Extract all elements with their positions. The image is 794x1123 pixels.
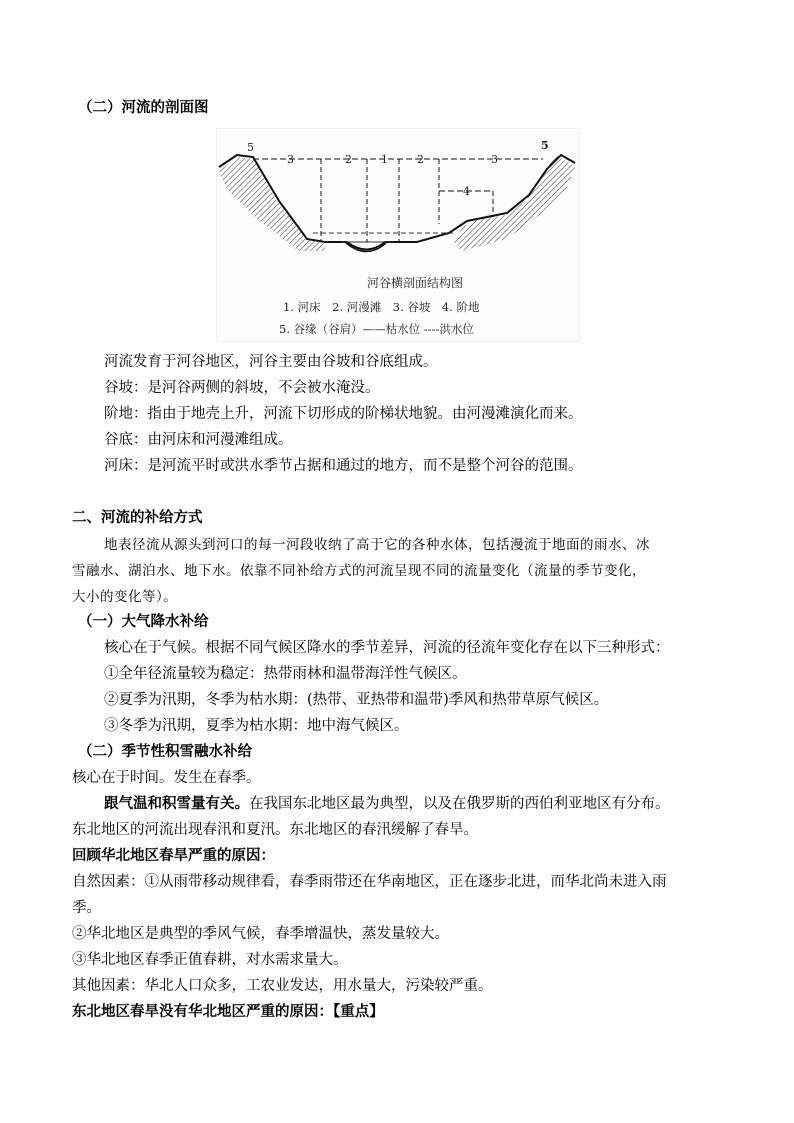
- marker-1: 1: [381, 153, 388, 166]
- intro-line: 大小的变化等）。: [72, 589, 178, 605]
- marker-2-left: 2: [345, 153, 352, 166]
- subheading-snow: （二）季节性积雪融水补给: [78, 744, 252, 760]
- text-line: 河流发育于河谷地区，河谷主要由谷坡和谷底组成。: [104, 354, 438, 370]
- subheading-north-china: 回顾华北地区春旱严重的原因：: [72, 848, 275, 864]
- subheading-rain: （一）大气降水补给: [78, 614, 209, 630]
- text-line: ③冬季为汛期，夏季为枯水期：地中海气候区。: [104, 718, 409, 734]
- marker-3-right: 3: [491, 153, 498, 166]
- intro-line: 地表径流从源头到河口的每一河段收纳了高于它的各种水体，包括漫流于地面的雨水、冰: [104, 537, 650, 553]
- marker-5-left: 5: [247, 141, 254, 154]
- valley-diagram: [217, 129, 579, 341]
- text-line: ②夏季为汛期，冬季为枯水期：(热带、亚热带和温带)季风和热带草原气候区。: [104, 692, 609, 708]
- marker-4: 4: [463, 185, 470, 198]
- marker-3-left: 3: [287, 153, 294, 166]
- text-line: ②华北地区是典型的季风气候，春季增温快，蒸发量较大。: [72, 926, 449, 942]
- text-span: 在我国东北地区最为典型，以及在俄罗斯的西伯利亚地区有分布。: [249, 796, 670, 812]
- text-line: 核心在于气候。根据不同气候区降水的季节差异，河流的径流年变化存在以下三种形式：: [104, 640, 670, 656]
- text-line: ①全年径流量较为稳定：热带雨林和温带海洋性气候区。: [104, 666, 467, 682]
- intro-line: 雪融水、湖泊水、地下水。依靠不同补给方式的河流呈现不同的流量变化（流量的季节变化，: [72, 563, 646, 579]
- marker-2-right: 2: [417, 153, 424, 166]
- figure-caption: 河谷横剖面结构图: [367, 276, 464, 290]
- section-heading-river-profile: （二）河流的剖面图: [78, 100, 209, 116]
- section-heading-recharge: 二、河流的补给方式: [72, 510, 203, 526]
- text-line: 河床：是河流平时或洪水季节占据和通过的地方，而不是整个河谷的范围。: [104, 458, 583, 474]
- text-line: 谷坡：是河谷两侧的斜坡，不会被水淹没。: [104, 380, 380, 396]
- text-line: [104, 794, 670, 814]
- text-line: 其他因素：华北人口众多，工农业发达，用水量大，污染较严重。: [72, 978, 493, 994]
- text-line: ③华北地区春季正值春耕，对水需求量大。: [72, 952, 348, 968]
- subheading-northeast: 东北地区春旱没有华北地区严重的原因：【重点】: [72, 1004, 384, 1020]
- text-line: 阶地：指由于地壳上升，河流下切形成的阶梯状地貌。由河漫滩演化而来。: [104, 406, 583, 422]
- text-line: 自然因素：①从雨带移动规律看，春季雨带还在华南地区，正在逐步北进，而华北尚未进入雨: [72, 874, 667, 890]
- text-line: 东北地区的河流出现春汛和夏汛。东北地区的春汛缓解了春旱。: [72, 822, 478, 838]
- text-line: 核心在于时间。发生在春季。: [72, 770, 261, 786]
- marker-5-right: 5: [541, 139, 549, 152]
- figure-legend-line1: 1. 河床 2. 河漫滩 3. 谷坡 4. 阶地: [283, 300, 480, 314]
- text-line: 季。: [72, 900, 101, 916]
- bold-phrase: 跟气温和积雪量有关。: [104, 796, 249, 812]
- figure-legend-line2: 5. 谷缘（谷肩）——枯水位 ----洪水位: [279, 322, 474, 336]
- text-line: 谷底：由河床和河漫滩组成。: [104, 432, 293, 448]
- river-valley-cross-section-figure: [216, 128, 580, 342]
